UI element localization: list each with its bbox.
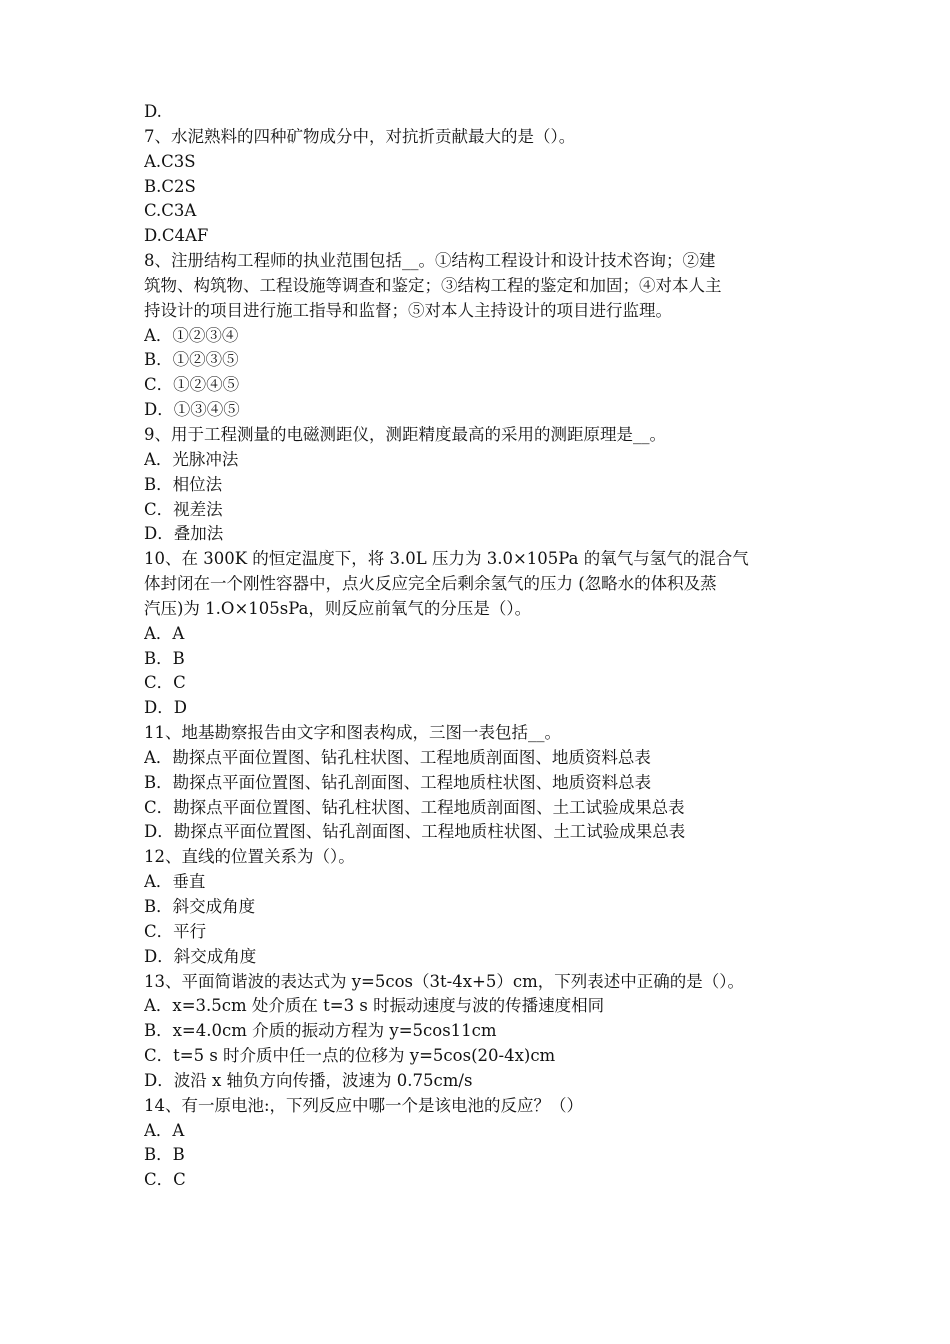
text-line: D．①③④⑤ (144, 400, 240, 420)
text-line: D．D (144, 698, 187, 718)
text-line: C．平行 (144, 921, 207, 941)
text-line: D．勘探点平面位置图、钻孔剖面图、工程地质柱状图、土工试验成果总表 (144, 822, 686, 842)
text-line: A.C3S (144, 151, 196, 171)
text-line: 汽压)为 1.O×105sPa，则反应前氧气的分压是（）。 (144, 598, 532, 618)
text-line: A．勘探点平面位置图、钻孔柱状图、工程地质剖面图、地质资料总表 (144, 747, 651, 767)
text-line: B．斜交成角度 (144, 897, 256, 916)
text-line: D．斜交成角度 (144, 946, 257, 966)
text-line: C．①②④⑤ (144, 375, 240, 395)
text-line: D．波沿 x 轴负方向传播，波速为 0.75cm/s (144, 1070, 473, 1090)
text-line: B．①②③⑤ (144, 350, 239, 370)
text-line: 11、地基勘察报告由文字和图表构成，三图一表包括__。 (144, 723, 561, 743)
text-line: B．勘探点平面位置图、钻孔剖面图、工程地质柱状图、地质资料总表 (144, 772, 652, 792)
text-line: A．x=3.5cm 处介质在 t=3 s 时振动速度与波的传播速度相同 (144, 996, 605, 1016)
text-line: 持设计的项目进行施工指导和监督；⑤对本人主持设计的项目进行监理。 (144, 300, 672, 320)
text-line: A．A (144, 1120, 185, 1140)
text-line: A．光脉冲法 (144, 449, 239, 469)
text-line: C．视差法 (144, 499, 223, 519)
text-line: C．t=5 s 时介质中任一点的位移为 y=5cos(20-4x)cm (144, 1046, 556, 1066)
text-line: A．垂直 (144, 872, 206, 892)
text-line: 8、注册结构工程师的执业范围包括__。①结构工程设计和设计技术咨询；②建 (144, 251, 716, 271)
text-line: C．C (144, 1170, 186, 1190)
text-line: 7、水泥熟料的四种矿物成分中，对抗折贡献最大的是（）。 (144, 126, 576, 146)
text-line: 12、直线的位置关系为（）。 (144, 847, 355, 867)
text-line: D.C4AF (144, 226, 209, 246)
text-line: B．B (144, 1145, 185, 1165)
text-line: B．x=4.0cm 介质的振动方程为 y=5cos11cm (144, 1021, 497, 1041)
text-line: D. (144, 102, 162, 121)
text-line: B．相位法 (144, 474, 223, 494)
text-line: 14、有一原电池:，下列反应中哪一个是该电池的反应？（） (144, 1095, 584, 1115)
text-line: C．C (144, 673, 186, 693)
question-text-lines (144, 100, 824, 1193)
text-line: 10、在 300K 的恒定温度下，将 3.0L 压力为 3.0×105Pa 的氧气与氢气的混合气 (144, 549, 749, 569)
text-line: B.C2S (144, 176, 196, 196)
text-line: 9、用于工程测量的电磁测距仪，测距精度最高的采用的测距原理是__。 (144, 424, 666, 444)
text-line: A．①②③④ (144, 325, 239, 345)
text-line: 体封闭在一个刚性容器中，点火反应完全后剩余氢气的压力 (忽略水的体积及蒸 (144, 574, 717, 594)
text-line: 筑物、构筑物、工程设施等调查和鉴定；③结构工程的鉴定和加固；④对本人主 (144, 275, 722, 295)
text-line: C.C3A (144, 201, 197, 221)
text-line: C．勘探点平面位置图、钻孔柱状图、工程地质剖面图、土工试验成果总表 (144, 797, 685, 817)
text-line: A．A (144, 623, 185, 643)
text-line: B．B (144, 648, 185, 668)
text-line: 13、平面简谐波的表达式为 y=5cos（3t-4x+5）cm，下列表述中正确的是（）。 (144, 971, 744, 991)
text-line: D．叠加法 (144, 524, 224, 544)
